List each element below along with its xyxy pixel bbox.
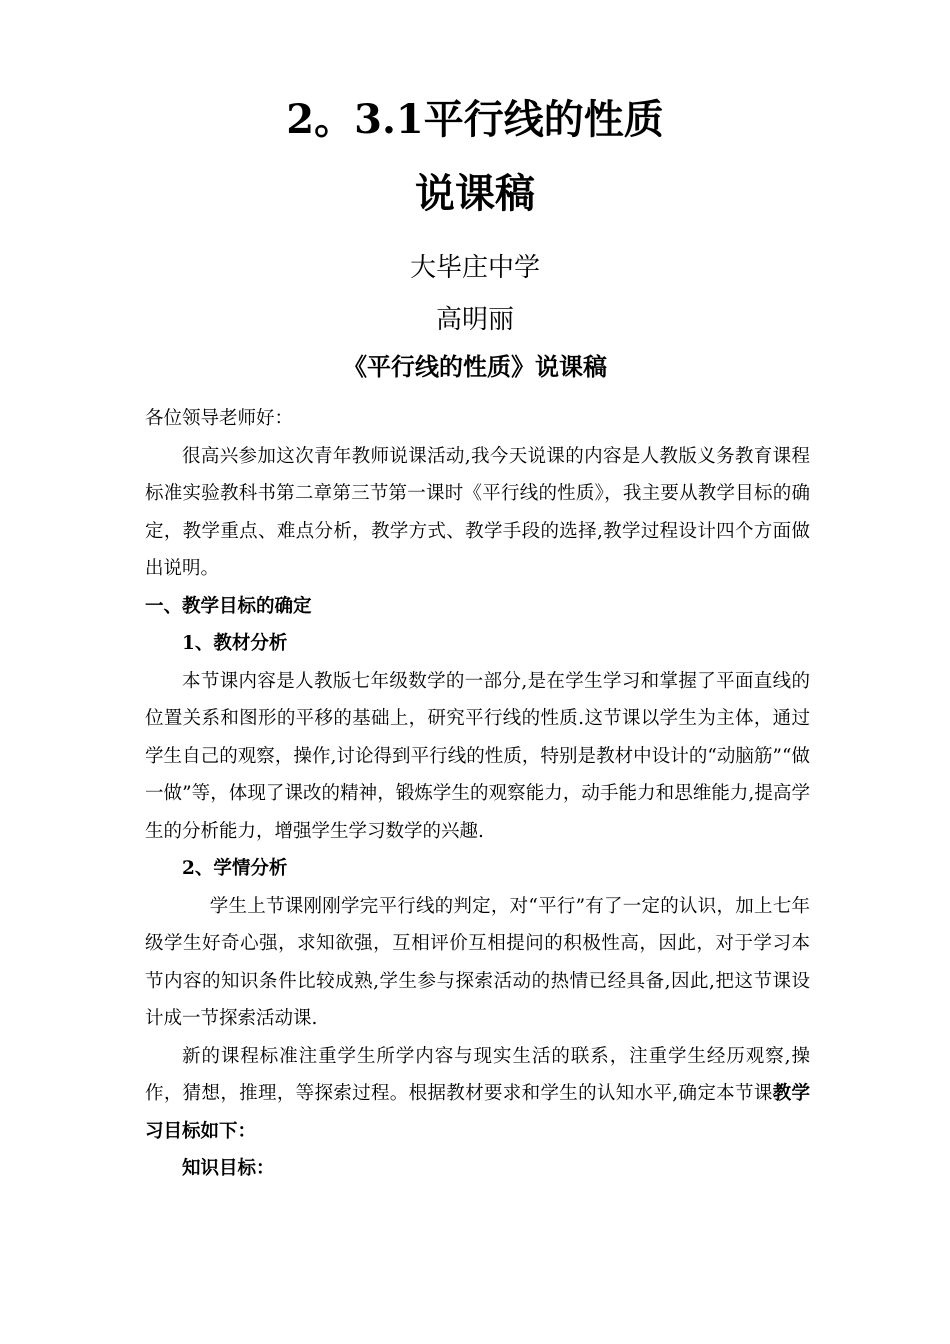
learning-goals-lead: 教学习目标如下：	[145, 1083, 810, 1142]
document-title: 2。3.1平行线的性质	[286, 96, 664, 143]
section-heading-teaching-goals: 一、教学目标的确定	[145, 595, 312, 617]
greeting: 各位领导老师好：	[145, 408, 294, 429]
student-analysis-paragraph: 学生上节课刚刚学完平行线的判定，对“平行”有了一定的认识，加上七年级学生好奇心强，求知欲强，互相评价互相提问的积极性高，因此，对于学习本节内容的知识条件比较成熟,学生参与探索活动的热情已经具备,因此,把这节课设计成一节探索活动课.	[145, 895, 810, 1029]
curriculum-standard-text: 新的课程标准注重学生所学内容与现实生活的联系，注重学生经历观察,操作，猜想，推理，等探索过程。根据教材要求和学生的认知水平,确定本节课	[145, 1045, 810, 1104]
intro-paragraph: 很高兴参加这次青年教师说课活动,我今天说课的内容是人教版义务教育课程标准实验教科书第二章第三节第一课时《平行线的性质》，我主要从教学目标的确定，教学重点、难点分析，教学方式、教学手段的选择,教学过程设计四个方面做出说明。	[145, 445, 810, 579]
document-subtitle: 《平行线的性质》说课稿	[343, 352, 607, 381]
document-body	[145, 400, 810, 1188]
school-name: 大毕庄中学	[409, 253, 540, 283]
knowledge-goals-heading: 知识目标：	[182, 1158, 275, 1179]
subsection-heading-student-analysis: 2、学情分析	[182, 858, 288, 879]
subsection-heading-textbook-analysis: 1、教材分析	[182, 633, 288, 654]
document-title-line2: 说课稿	[415, 170, 535, 217]
textbook-analysis-paragraph: 本节课内容是人教版七年级数学的一部分,是在学生学习和掌握了平面直线的位置关系和图形的平移的基础上，研究平行线的性质.这节课以学生为主体，通过学生自己的观察，操作,讨论得到平行线的性质，特别是教材中设计的“动脑筋”“做一做”等，体现了课改的精神，锻炼学生的观察能力，动手能力和思维能力,提高学生的分析能力，增强学生学习数学的兴趣.	[145, 670, 810, 842]
author-name: 高明丽	[435, 305, 514, 335]
curriculum-standard-paragraph	[145, 1038, 810, 1151]
